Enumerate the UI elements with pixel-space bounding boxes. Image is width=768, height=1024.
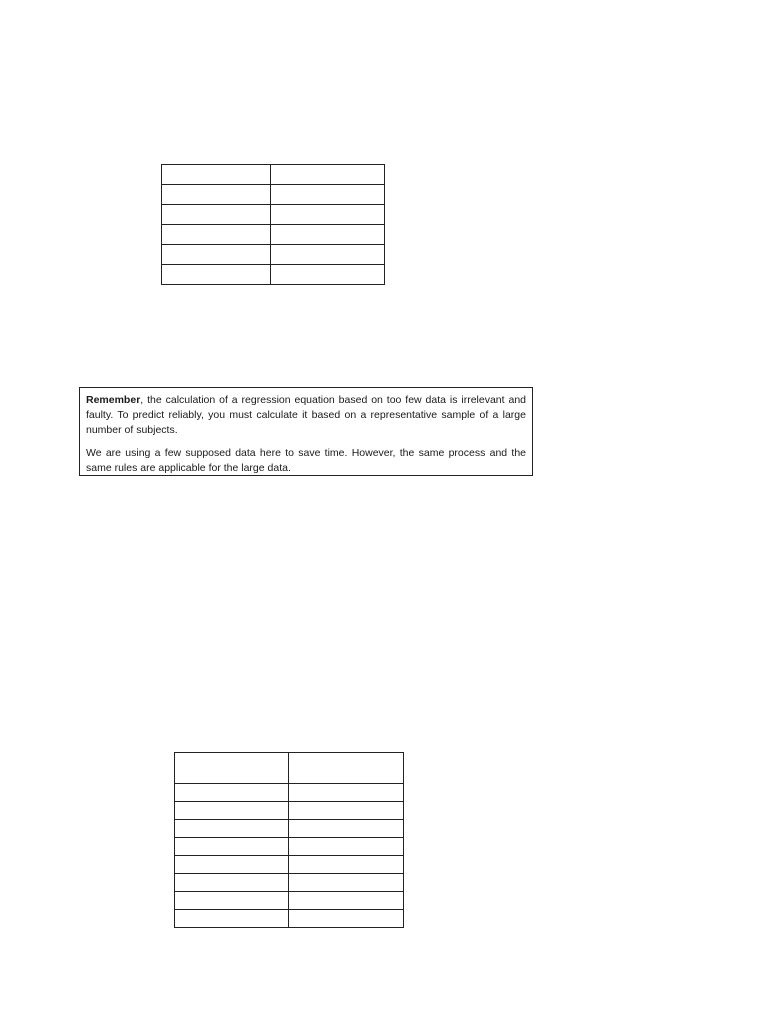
table-cell: [162, 185, 271, 205]
table-cell: [175, 856, 289, 874]
note-paragraph-1: [86, 393, 526, 438]
table-row: [162, 245, 385, 265]
table-row: [175, 838, 404, 856]
table-cell: [175, 838, 289, 856]
table-cell: [175, 820, 289, 838]
table-cell: [175, 753, 289, 784]
table-cell: [162, 165, 271, 185]
table-cell: [289, 802, 404, 820]
note-lead: Remember: [86, 394, 141, 406]
table-cell: [162, 245, 271, 265]
table-cell: [271, 205, 385, 225]
note-paragraph-1-text: , the calculation of a regression equation based on too few data is irrelevant and faulty. To predict reliably, you must calculate it based on a representative sample of a large number of subjects.: [86, 394, 526, 436]
table-row: [162, 165, 385, 185]
table-cell: [175, 784, 289, 802]
table-cell: [271, 245, 385, 265]
table-cell: [162, 225, 271, 245]
table-cell: [175, 874, 289, 892]
table-cell: [289, 753, 404, 784]
note-paragraph-2: We are using a few supposed data here to save time. However, the same process and the same rules are applicable for the large data.: [86, 447, 526, 474]
table-cell: [289, 856, 404, 874]
table-cell: [271, 225, 385, 245]
table-cell: [289, 874, 404, 892]
table-row: [162, 265, 385, 285]
table-header-row: [175, 753, 404, 784]
table-cell: [289, 892, 404, 910]
table-cell: [289, 910, 404, 928]
table-cell: [271, 265, 385, 285]
data-table-top: [161, 164, 385, 285]
table-row: [175, 820, 404, 838]
table-cell: [271, 185, 385, 205]
table-cell: [289, 784, 404, 802]
table-row: [175, 910, 404, 928]
table-cell: [175, 892, 289, 910]
table-row: [175, 874, 404, 892]
table-cell: [175, 910, 289, 928]
table-row: [162, 185, 385, 205]
table-cell: [289, 838, 404, 856]
table-cell: [162, 205, 271, 225]
table-cell: [162, 265, 271, 285]
table-row: [175, 802, 404, 820]
table-row: [175, 892, 404, 910]
table-cell: [175, 802, 289, 820]
table-row: [175, 784, 404, 802]
data-table-bottom: [174, 752, 404, 928]
table-row: [175, 856, 404, 874]
table-cell: [289, 820, 404, 838]
table-row: [162, 205, 385, 225]
table-row: [162, 225, 385, 245]
table-cell: [271, 165, 385, 185]
remember-note-box: [79, 387, 533, 476]
